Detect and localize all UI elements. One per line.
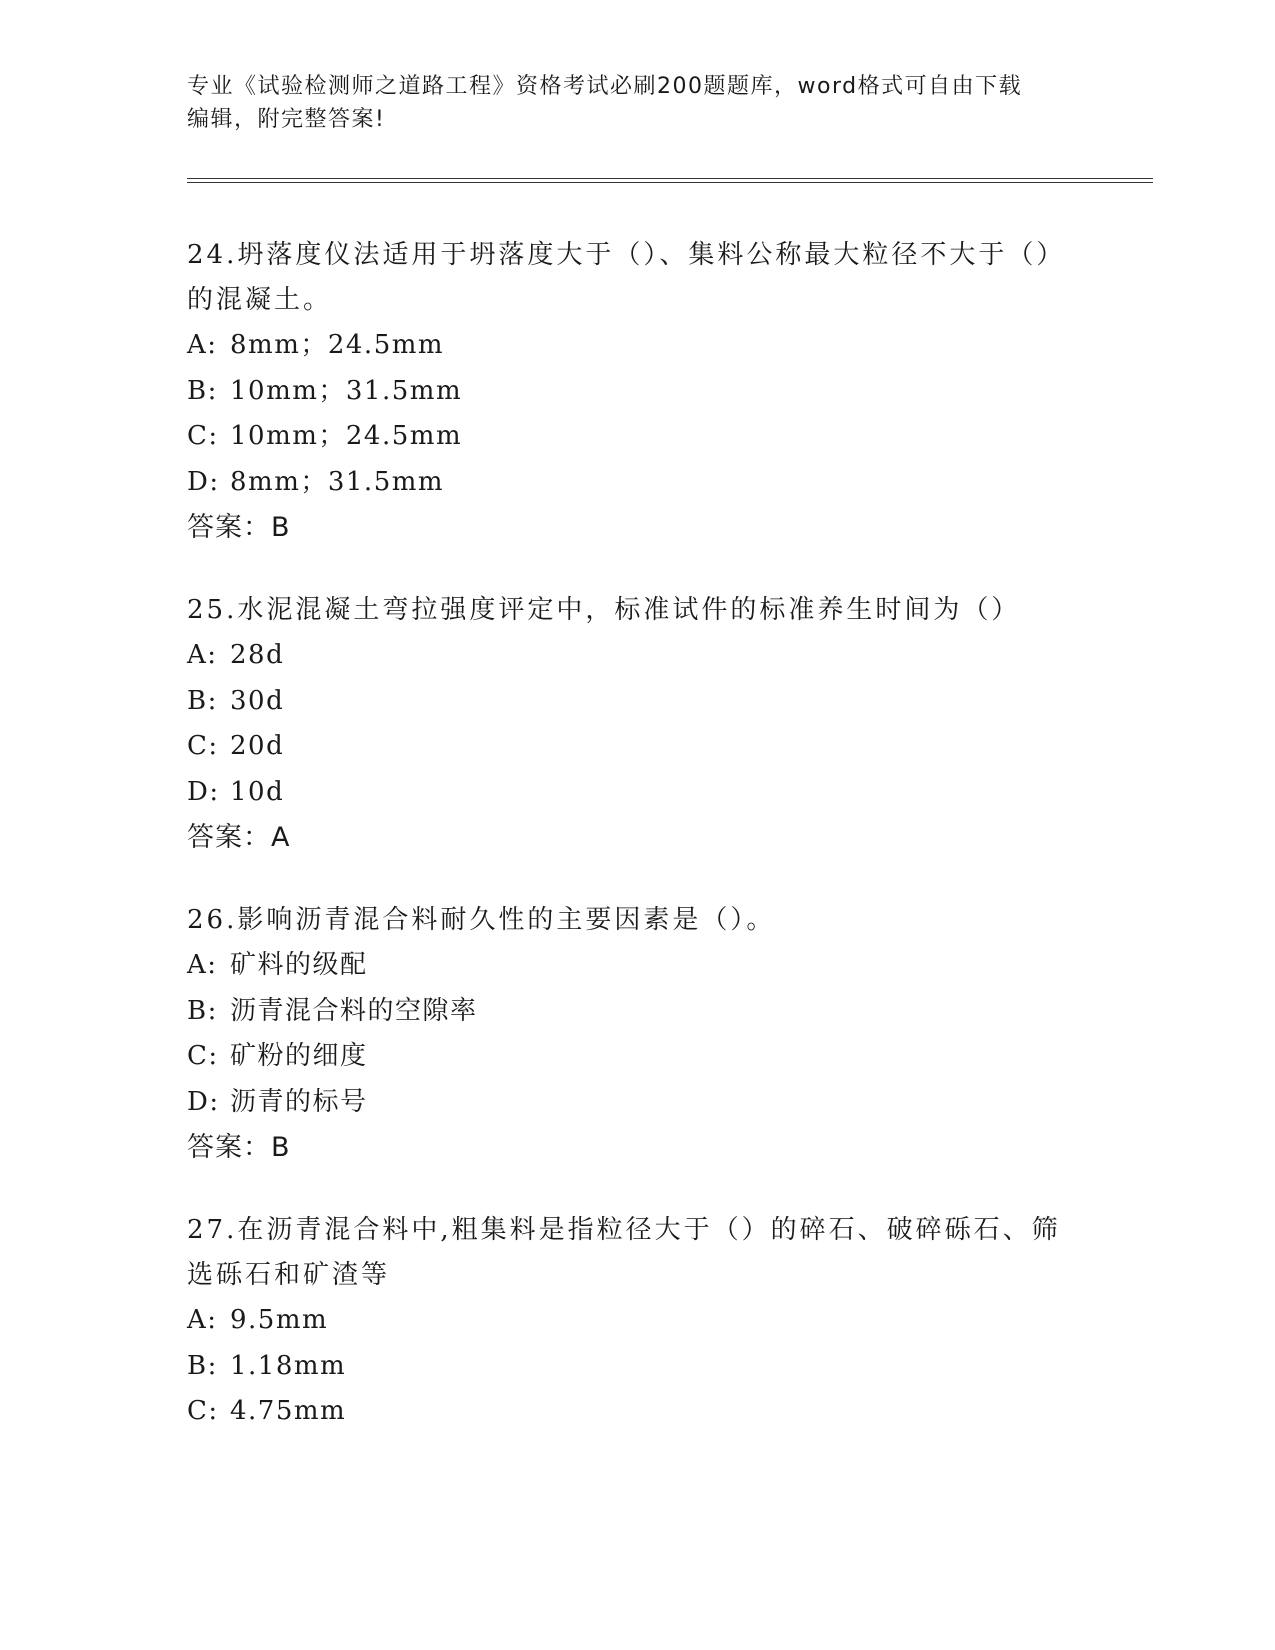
- option-b: [187, 1344, 1067, 1390]
- option-d: [187, 770, 1067, 816]
- option-letter: B:: [187, 685, 218, 716]
- question-text: 24.坍落度仪法适用于坍落度大于（）、集料公称最大粒径不大于（）: [187, 240, 1066, 270]
- option-letter: B:: [187, 375, 218, 406]
- option-text: 9.5mm: [230, 1305, 329, 1335]
- option-text: 10mm；24.5mm: [230, 421, 463, 451]
- option-a: [187, 323, 1067, 369]
- option-text: 20d: [230, 731, 285, 761]
- answer: 答案：B: [187, 512, 291, 543]
- option-d: [187, 1080, 1067, 1126]
- option-b: [187, 679, 1067, 725]
- question-text: 26.影响沥青混合料耐久性的主要因素是（）。: [187, 905, 776, 935]
- option-c: [187, 1389, 1067, 1435]
- option-text: 8mm；31.5mm: [230, 466, 445, 497]
- option-d: [187, 460, 1067, 506]
- option-letter: A:: [187, 950, 218, 980]
- option-letter: B:: [187, 1350, 218, 1381]
- option-text: 矿料的级配: [230, 950, 368, 980]
- option-letter: D:: [187, 466, 220, 497]
- question-text-continued: 的混凝土。: [187, 285, 333, 315]
- option-letter: C:: [187, 1396, 219, 1426]
- question-24: [187, 233, 1067, 550]
- question-26: [187, 898, 1067, 1170]
- option-b: [187, 369, 1067, 415]
- answer: 答案：A: [187, 822, 291, 853]
- option-a: [187, 1298, 1067, 1344]
- option-b: [187, 989, 1067, 1035]
- option-text: 1.18mm: [230, 1350, 347, 1381]
- option-text: 10mm；31.5mm: [230, 375, 463, 406]
- question-list: [187, 233, 1067, 1473]
- option-text: 4.75mm: [230, 1396, 347, 1426]
- option-letter: A:: [187, 330, 218, 360]
- option-c: [187, 1034, 1067, 1080]
- option-text: 矿粉的细度: [230, 1041, 368, 1071]
- option-text: 沥青的标号: [230, 1086, 368, 1117]
- option-text: 30d: [230, 685, 285, 716]
- option-text: 28d: [230, 640, 285, 670]
- option-letter: B:: [187, 995, 218, 1026]
- header-line-1: 专业《试验检测师之道路工程》资格考试必刷200题题库，word格式可自由下载: [187, 74, 1023, 99]
- option-letter: C:: [187, 731, 219, 761]
- header-divider: [187, 178, 1153, 183]
- question-25: [187, 588, 1067, 860]
- option-letter: C:: [187, 421, 219, 451]
- option-a: [187, 633, 1067, 679]
- option-c: [187, 414, 1067, 460]
- option-text: 沥青混合料的空隙率: [230, 995, 478, 1026]
- option-a: [187, 943, 1067, 989]
- option-letter: D:: [187, 776, 220, 807]
- option-letter: C:: [187, 1041, 219, 1071]
- option-letter: A:: [187, 640, 218, 670]
- option-c: [187, 724, 1067, 770]
- answer: 答案：B: [187, 1132, 291, 1163]
- header-line-2: 编辑，附完整答案!: [187, 107, 386, 132]
- document-header: [187, 70, 1067, 136]
- option-letter: A:: [187, 1305, 218, 1335]
- option-letter: D:: [187, 1086, 220, 1117]
- option-text: 8mm；24.5mm: [230, 330, 445, 360]
- question-text: 25.水泥混凝土弯拉强度评定中，标准试件的标准养生时间为（）: [187, 595, 1021, 625]
- option-text: 10d: [230, 776, 285, 807]
- question-text-continued: 选砾石和矿渣等: [187, 1260, 391, 1290]
- question-text: 27.在沥青混合料中,粗集料是指粒径大于（）的碎石、破碎砾石、筛: [187, 1215, 1061, 1245]
- question-27: [187, 1208, 1067, 1435]
